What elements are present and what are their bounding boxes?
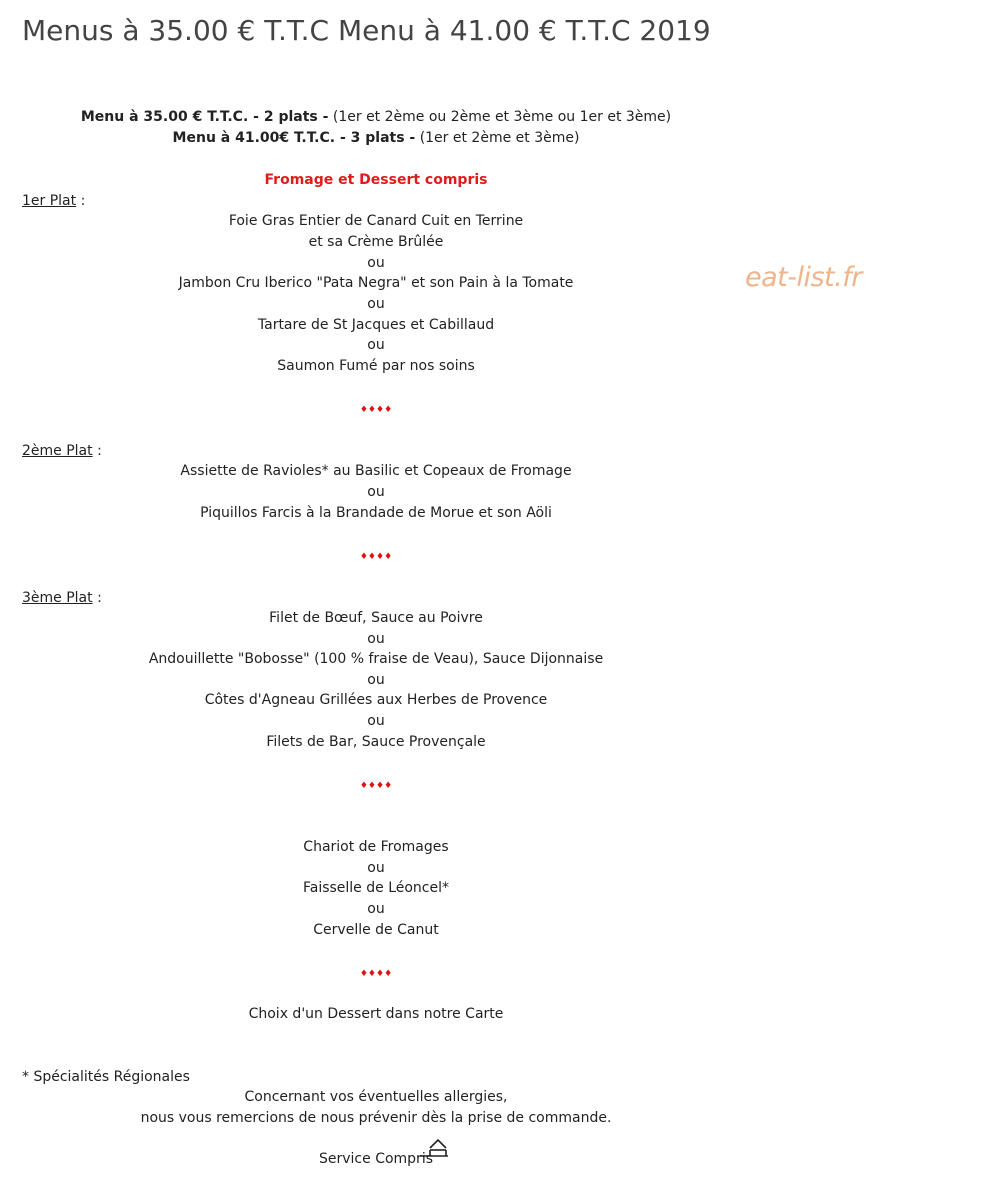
cheese-line: Cervelle de Canut: [313, 922, 439, 938]
separator-diamonds: ♦♦♦♦: [359, 552, 393, 562]
dish-line: Jambon Cru Iberico "Pata Negra" et son Pain à la Tomate: [178, 275, 574, 291]
page-title: Menus à 35.00 € T.T.C Menu à 41.00 € T.T.C 2019: [22, 14, 711, 47]
service-compris: Service Compris: [319, 1151, 433, 1167]
separator-diamonds: ♦♦♦♦: [359, 781, 393, 791]
dessert-line: Choix d'un Dessert dans notre Carte: [248, 1006, 504, 1022]
section-label-second: [22, 442, 102, 460]
or-line: ou: [367, 672, 385, 688]
menu-41-line: [0, 129, 752, 147]
menu-35-detail: (1er et 2ème ou 2ème et 3ème ou 1er et 3ème): [332, 109, 672, 125]
or-line: ou: [367, 860, 385, 876]
dish-line: Assiette de Ravioles* au Basilic et Copeaux de Fromage: [180, 463, 572, 479]
section-label-second-text: 2ème Plat: [22, 443, 93, 459]
menu-35-line: [0, 108, 752, 126]
dish-line: et sa Crème Brûlée: [308, 234, 444, 250]
scroll-top-icon-svg: [418, 1134, 450, 1162]
dish-line: Tartare de St Jacques et Cabillaud: [257, 317, 495, 333]
menu-35-title: Menu à 35.00 € T.T.C. - 2 plats -: [80, 109, 329, 125]
or-line: ou: [367, 631, 385, 647]
dish-line: Piquillos Farcis à la Brandade de Morue et son Aöli: [200, 505, 552, 521]
allergy-line-2: nous vous remercions de nous prévenir dès la prise de commande.: [140, 1110, 612, 1126]
menu-41-title: Menu à 41.00€ T.T.C. - 3 plats -: [172, 130, 416, 146]
or-line: ou: [367, 337, 385, 353]
section-label-colon: :: [76, 193, 86, 209]
dish-line: Filet de Bœuf, Sauce au Poivre: [269, 610, 483, 626]
section-label-first-text: 1er Plat: [22, 193, 77, 209]
separator-diamonds: ♦♦♦♦: [359, 405, 393, 415]
or-line: ou: [367, 901, 385, 917]
or-line: ou: [367, 296, 385, 312]
or-line: ou: [367, 713, 385, 729]
section-label-third: [22, 589, 102, 607]
watermark: eat-list.fr: [745, 262, 862, 293]
section-label-first: [22, 192, 85, 210]
dish-line: Saumon Fumé par nos soins: [277, 358, 475, 374]
or-line: ou: [367, 484, 385, 500]
section-label-colon: :: [92, 443, 102, 459]
menu-41-detail: (1er et 2ème et 3ème): [419, 130, 580, 146]
allergy-line-1: Concernant vos éventuelles allergies,: [244, 1089, 508, 1105]
regional-note: * Spécialités Régionales: [22, 1069, 190, 1085]
dish-line: Foie Gras Entier de Canard Cuit en Terrine: [228, 213, 524, 229]
or-line: ou: [367, 255, 385, 271]
cheese-line: Faisselle de Léoncel*: [302, 880, 450, 896]
dish-line: Filets de Bar, Sauce Provençale: [266, 734, 486, 750]
separator-diamonds: ♦♦♦♦: [359, 969, 393, 979]
dish-line: Andouillette "Bobosse" (100 % fraise de Veau), Sauce Dijonnaise: [148, 651, 604, 667]
section-label-colon: :: [92, 590, 102, 606]
dish-line: Côtes d'Agneau Grillées aux Herbes de Provence: [204, 692, 548, 708]
cheese-line: Chariot de Fromages: [303, 839, 449, 855]
section-label-third-text: 3ème Plat: [22, 590, 93, 606]
included-note: Fromage et Dessert compris: [264, 172, 488, 188]
scroll-top-icon[interactable]: [418, 1134, 450, 1166]
